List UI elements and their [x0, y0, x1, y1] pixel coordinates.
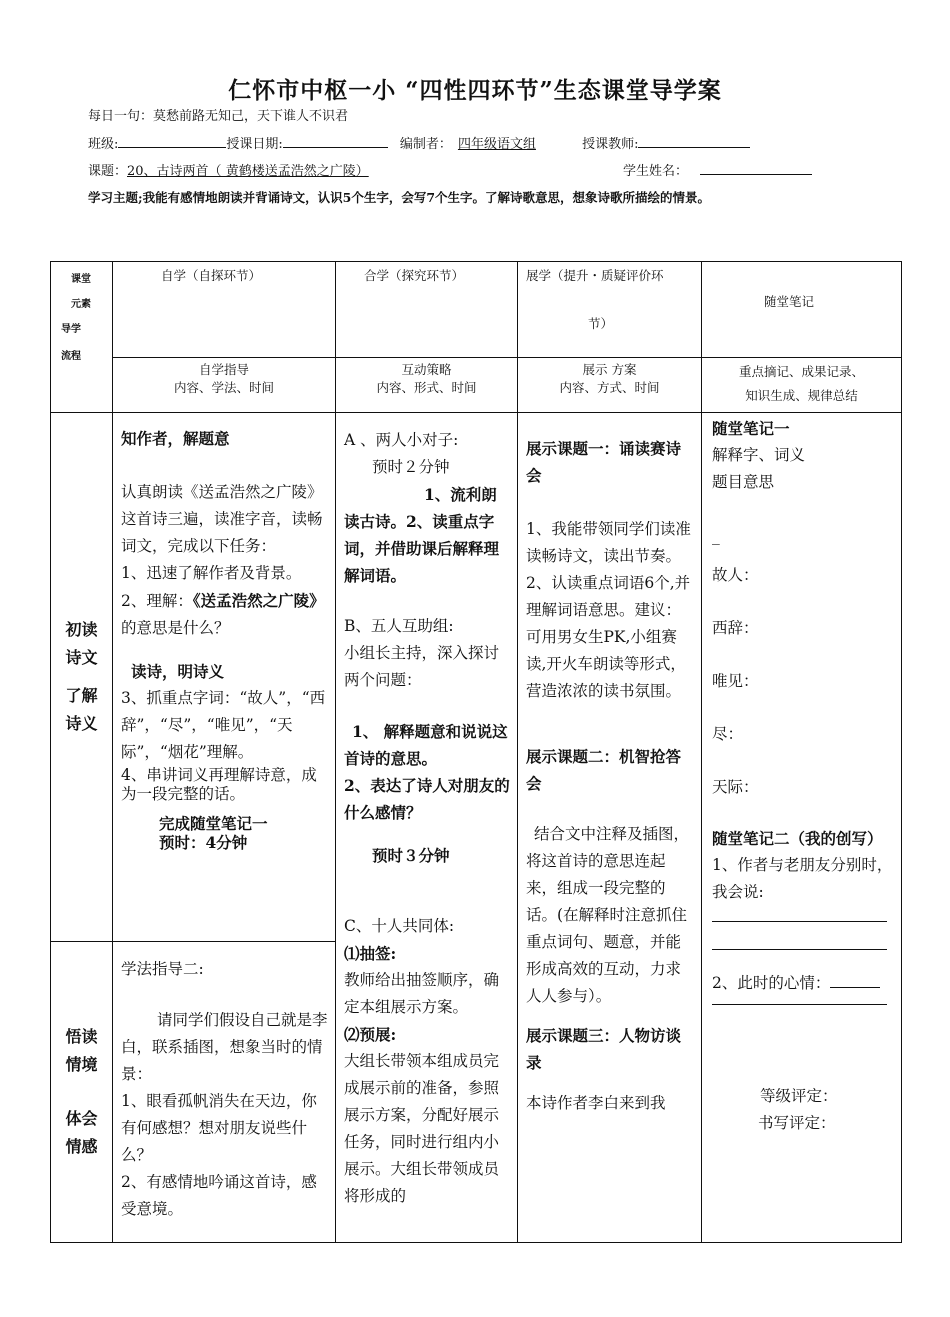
notes-n1-b: 题目意思 — [712, 473, 775, 491]
stage-1-label: 初读 诗文 了解 诗义 — [65, 620, 98, 733]
coop-c-head: C、十人共同体: — [344, 917, 455, 935]
show-t1: 展示课题一：诵读赛诗会 — [526, 439, 682, 485]
corner-4: 流程 — [61, 351, 81, 362]
show-t3: 展示课题三：人物访谈录 — [526, 1026, 682, 1072]
stage-1-cell — [51, 413, 113, 942]
coop-b-2: 2、表达了诗人对朋友的什么感情？ — [344, 776, 510, 822]
coop-b-1: 1、 解释题意和说说这首诗的意思。 — [344, 722, 508, 768]
notes-n2-head: 随堂笔记二（我的创写） — [712, 829, 883, 848]
self1-head2: 读诗，明诗义 — [131, 662, 225, 681]
editor-value: 四年级语文组 — [457, 137, 536, 152]
self2-i2: 2、有感情地吟诵这首诗，感受意境。 — [121, 1173, 317, 1218]
note-word-1: 故人： — [712, 566, 759, 584]
self1-i4: 4、串讲词义再理解诗意，成为一段完整的话。 — [121, 766, 317, 803]
col-cooperate-header: 合学（探究环节） — [336, 262, 518, 358]
teacher-field[interactable] — [638, 133, 750, 148]
coop-b-head: B、五人互助组: — [344, 617, 454, 635]
cooperate-col — [336, 413, 518, 1243]
self-study-1 — [113, 413, 336, 942]
self1-i3: 3、抓重点字词：“故人”，“西辞”，“尽”，“唯见”，“天际”，“烟花”理解。 — [121, 689, 326, 761]
sub-cooperate: 互动策略 内容、形式、时间 — [336, 357, 518, 412]
notes-n2-2: 2、此时的心情： — [712, 970, 895, 997]
show-t1-2: 2、认读重点词语6个,并理解词语意思。建议：可用男女生PK,小组赛读,开火车朗读等形式，营造浓浓的读书氛围。 — [526, 574, 691, 700]
notes-dash: _ — [712, 527, 720, 545]
corner-1: 课堂 — [71, 274, 91, 285]
date-field[interactable] — [283, 133, 388, 148]
student-field[interactable] — [700, 160, 812, 175]
show-t3-p: 本诗作者李白来到我 — [526, 1094, 666, 1112]
stage-2-label: 悟读 情境 体会 情感 — [65, 1027, 98, 1156]
coop-a-head: A 、两人小对子: — [344, 431, 459, 449]
self1-p1: 认真朗读《送孟浩然之广陵》这首诗三遍，读准字音，读畅词文，完成以下任务： — [121, 483, 323, 555]
coop-b-p: 小组长主持，深入探讨两个问题： — [344, 644, 500, 689]
guide-table — [50, 261, 902, 1243]
stage-2-cell — [51, 942, 113, 1243]
self1-head: 知作者，解题意 — [121, 429, 230, 448]
editor-label: 编制者： — [399, 137, 452, 152]
self1-time: 预时：4分钟 — [159, 833, 248, 852]
notes-col — [702, 413, 902, 1243]
show-col — [518, 413, 702, 1243]
coop-a-body: 1、流利朗读古诗。2、读重点字词，并借助课后解释理解词语。 — [344, 485, 500, 585]
note-word-5: 天际： — [712, 778, 759, 796]
show-t2: 展示课题二：机智抢答会 — [526, 747, 682, 793]
col-self-study-header: 自学（自探环节） — [113, 262, 336, 358]
col-show-header: 展学（提升・质疑评价环 节） — [518, 262, 702, 358]
col-notes-header: 随堂笔记 — [702, 262, 902, 358]
corner-2: 元素 — [71, 299, 91, 310]
learning-theme: 学习主题;我能有感情地朗读并背诵诗文，认识5个生字，会写7个生字。了解诗歌意思，想象诗歌所描绘的情景。 — [88, 190, 711, 205]
coop-a-time: 预时２分钟 — [372, 458, 450, 476]
sub-self-study: 自学指导 内容、学法、时间 — [113, 357, 336, 412]
show-t2-p: 结合文中注释及插图，将这首诗的意思连起来，组成一段完整的话。(在解释时注意抓住重点词句、题意，并能形成高效的互动，力求人人参与）。 — [526, 825, 690, 1005]
note-word-4: 尽： — [712, 725, 744, 743]
self1-i1: 1、迅速了解作者及背景。 — [121, 564, 302, 582]
notes-n2-1: 1、作者与老朋友分别时，我会说: — [712, 856, 893, 901]
grade-label: 等级评定： — [760, 1087, 838, 1105]
coop-c-2: 大组长带领本组成员完成展示前的准备，参照展示方案，分配好展示任务，同时进行组内小展示。大组长带领成员将形成的 — [344, 1052, 500, 1205]
coop-b-time: 预时３分钟 — [372, 846, 450, 865]
sub-notes: 重点摘记、成果记录、 知识生成、规律总结 — [702, 357, 902, 412]
self-study-2 — [113, 942, 336, 1243]
class-field[interactable] — [118, 133, 226, 148]
show-t1-1: 1、我能带领同学们读准读畅诗文，读出节奏。 — [526, 520, 691, 565]
note-word-3: 唯见： — [712, 672, 759, 690]
coop-c-2h: ⑵预展: — [344, 1025, 397, 1044]
self1-i2: 2、理解：《送孟浩然之广陵》的意思是什么？ — [121, 591, 325, 637]
writing-label: 书写评定： — [758, 1114, 836, 1132]
self2-i1: 1、眼看孤帆消失在天边，你有何感想？想对朋友说些什么？ — [121, 1092, 317, 1164]
page-title: 仁怀市中枢一小 “四性四环节”生态课堂导学案 — [228, 77, 722, 104]
self2-head: 学法指导二: — [121, 960, 204, 978]
topic-label: 课题： — [88, 164, 128, 179]
info-row-1 — [88, 133, 750, 152]
corner-3: 导学 — [61, 324, 81, 335]
notes-n1-head: 随堂笔记一 — [712, 419, 790, 438]
info-row-2 — [88, 160, 689, 179]
coop-c-1: 教师给出抽签顺序，确定本组展示方案。 — [344, 971, 500, 1016]
date-label: 授课日期: — [226, 137, 283, 152]
self1-done: 完成随堂笔记一 — [159, 814, 268, 833]
coop-c-1h: ⑴抽签: — [344, 944, 397, 963]
self2-p1: 请同学们假设自己就是李白，联系插图，想象当时的情景： — [121, 1011, 328, 1083]
topic-value: 20、古诗两首（ 黄鹤楼送孟浩然之广陵） — [127, 164, 369, 179]
student-label: 学生姓名： — [623, 164, 689, 179]
sub-show: 展示 方案 内容、方式、时间 — [518, 357, 702, 412]
notes-n1-a: 解释字、词义 — [712, 446, 806, 464]
note-word-2: 西辞： — [712, 619, 759, 637]
class-label: 班级: — [88, 137, 119, 152]
mood-field[interactable] — [830, 971, 880, 988]
corner-cell — [51, 262, 113, 413]
teacher-label: 授课教师: — [582, 137, 639, 152]
daily-quote: 每日一句：莫愁前路无知己，天下谁人不识君 — [88, 109, 349, 124]
